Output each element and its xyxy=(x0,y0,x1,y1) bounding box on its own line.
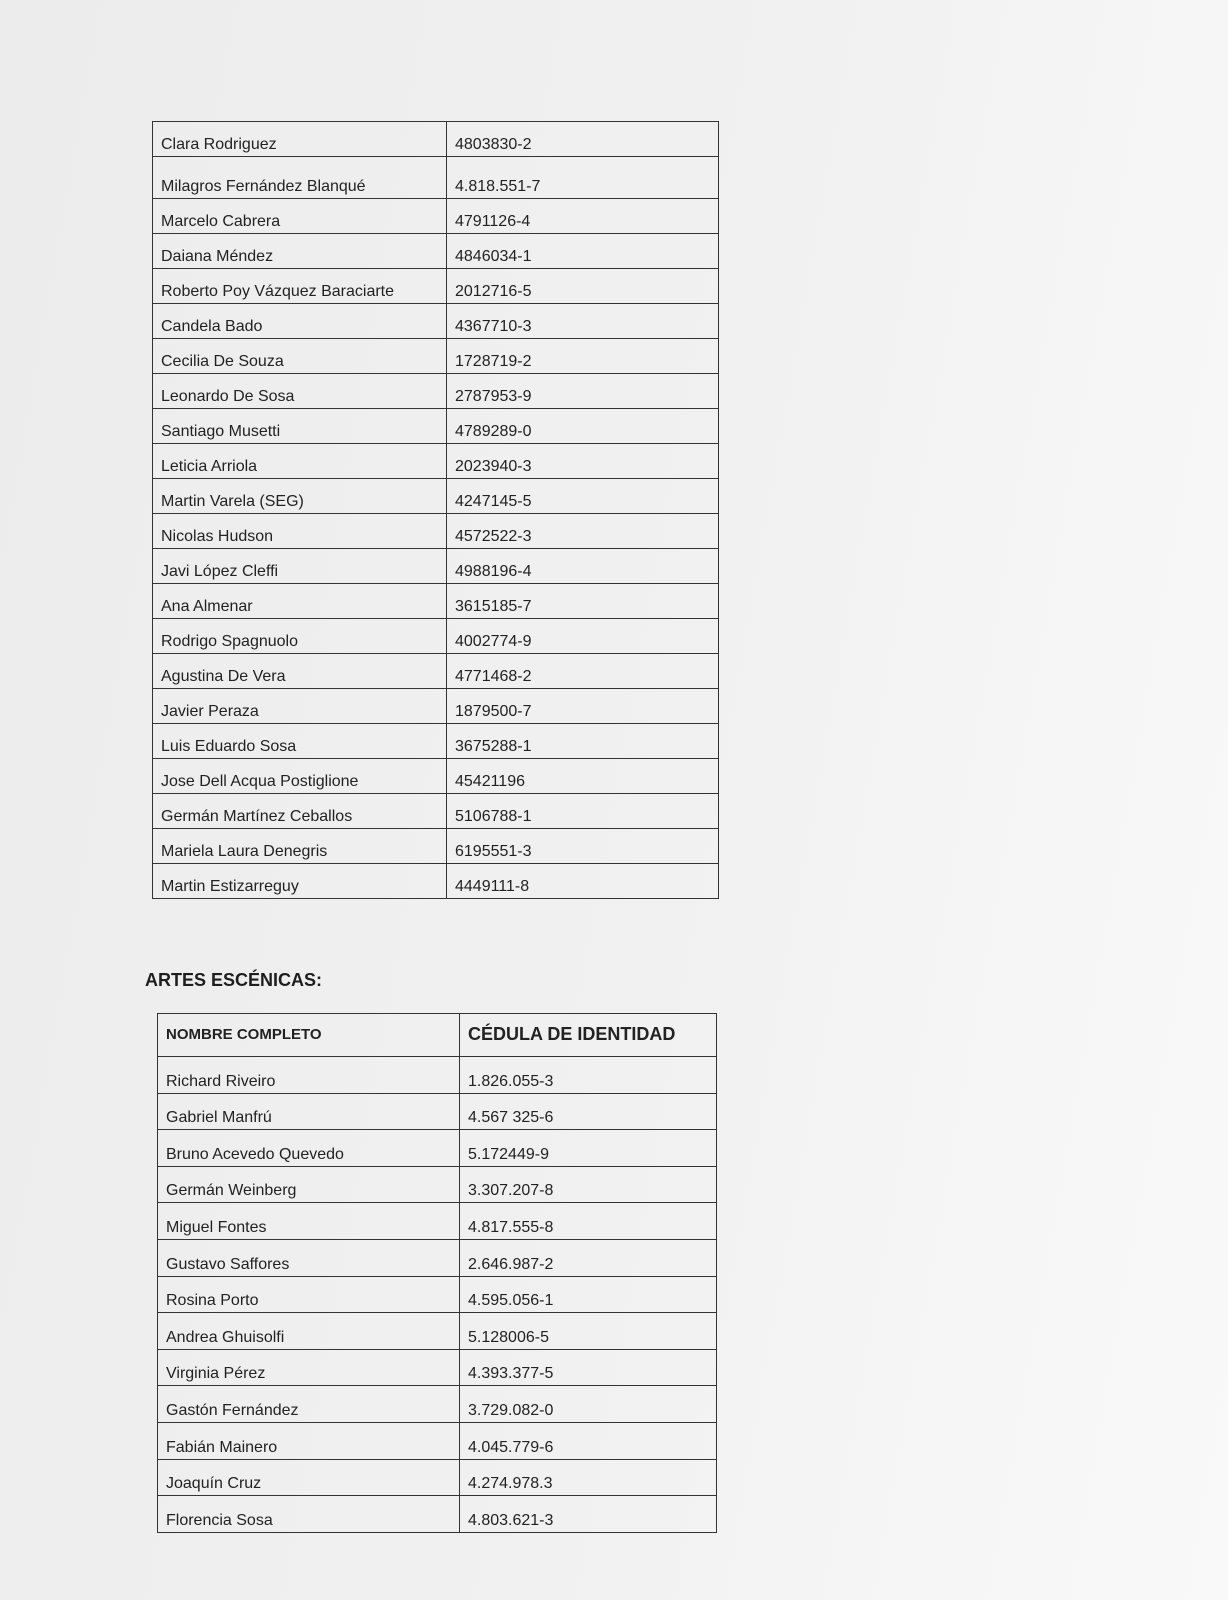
name-cell: Candela Bado xyxy=(153,304,447,339)
name-cell: Martin Estizarreguy xyxy=(153,864,447,899)
table-row xyxy=(158,1386,717,1423)
id-cell: 45421196 xyxy=(447,759,719,794)
id-cell: 2012716-5 xyxy=(447,269,719,304)
column-header-id: CÉDULA DE IDENTIDAD xyxy=(460,1014,717,1057)
name-cell: Milagros Fernández Blanqué xyxy=(153,157,447,199)
section-heading-artes-escenicas: ARTES ESCÉNICAS: xyxy=(145,970,323,990)
name-cell: Miguel Fontes xyxy=(158,1203,460,1240)
table-row xyxy=(158,1459,717,1496)
id-cell: 3.729.082-0 xyxy=(460,1386,717,1423)
name-cell: Ana Almenar xyxy=(153,584,447,619)
table-row xyxy=(158,1239,717,1276)
id-cell: 3.307.207-8 xyxy=(460,1166,717,1203)
name-cell: Leonardo De Sosa xyxy=(153,374,447,409)
name-cell: Agustina De Vera xyxy=(153,654,447,689)
id-cell: 4.274.978.3 xyxy=(460,1459,717,1496)
name-cell: Joaquín Cruz xyxy=(158,1459,460,1496)
name-cell: Leticia Arriola xyxy=(153,444,447,479)
table-row xyxy=(153,724,719,759)
name-cell: Javi López Cleffi xyxy=(153,549,447,584)
name-cell: Rosina Porto xyxy=(158,1276,460,1313)
table-row xyxy=(153,157,719,199)
id-cell: 4.817.555-8 xyxy=(460,1203,717,1240)
table-row xyxy=(153,409,719,444)
id-cell: 5.128006-5 xyxy=(460,1313,717,1350)
table-row xyxy=(158,1313,717,1350)
table-header-row xyxy=(158,1014,717,1057)
id-cell: 4002774-9 xyxy=(447,619,719,654)
name-cell: Florencia Sosa xyxy=(158,1496,460,1533)
name-cell: Luis Eduardo Sosa xyxy=(153,724,447,759)
table-row xyxy=(153,339,719,374)
name-cell: Nicolas Hudson xyxy=(153,514,447,549)
id-cell: 3615185-7 xyxy=(447,584,719,619)
table-row xyxy=(153,864,719,899)
artes-escenicas-table xyxy=(157,1013,717,1533)
table-row xyxy=(158,1093,717,1130)
id-cell: 1.826.055-3 xyxy=(460,1057,717,1094)
name-cell: Andrea Ghuisolfi xyxy=(158,1313,460,1350)
participants-table xyxy=(152,121,719,899)
name-cell: Daiana Méndez xyxy=(153,234,447,269)
table-row xyxy=(153,444,719,479)
id-cell: 4803830-2 xyxy=(447,122,719,157)
id-cell: 2787953-9 xyxy=(447,374,719,409)
name-cell: Clara Rodriguez xyxy=(153,122,447,157)
id-cell: 5.172449-9 xyxy=(460,1130,717,1167)
table-row xyxy=(153,759,719,794)
name-cell: Santiago Musetti xyxy=(153,409,447,444)
table-row xyxy=(153,689,719,724)
table-row xyxy=(158,1349,717,1386)
id-cell: 4988196-4 xyxy=(447,549,719,584)
table-row xyxy=(153,514,719,549)
id-cell: 4.595.056-1 xyxy=(460,1276,717,1313)
id-cell: 4.567 325-6 xyxy=(460,1093,717,1130)
column-header-name: NOMBRE COMPLETO xyxy=(158,1014,460,1057)
table-row xyxy=(153,549,719,584)
name-cell: Gustavo Saffores xyxy=(158,1239,460,1276)
name-cell: Virginia Pérez xyxy=(158,1349,460,1386)
table-row xyxy=(158,1057,717,1094)
id-cell: 6195551-3 xyxy=(447,829,719,864)
table-row xyxy=(158,1203,717,1240)
id-cell: 4449111-8 xyxy=(447,864,719,899)
table-row xyxy=(153,654,719,689)
table-row xyxy=(153,479,719,514)
id-cell: 4247145-5 xyxy=(447,479,719,514)
name-cell: Gabriel Manfrú xyxy=(158,1093,460,1130)
name-cell: Javier Peraza xyxy=(153,689,447,724)
id-cell: 2023940-3 xyxy=(447,444,719,479)
name-cell: Martin Varela (SEG) xyxy=(153,479,447,514)
name-cell: Marcelo Cabrera xyxy=(153,199,447,234)
name-cell: Rodrigo Spagnuolo xyxy=(153,619,447,654)
id-cell: 4367710-3 xyxy=(447,304,719,339)
id-cell: 4791126-4 xyxy=(447,199,719,234)
table-row xyxy=(153,374,719,409)
id-cell: 4.818.551-7 xyxy=(447,157,719,199)
id-cell: 4789289-0 xyxy=(447,409,719,444)
table-row xyxy=(158,1166,717,1203)
id-cell: 5106788-1 xyxy=(447,794,719,829)
table-row xyxy=(153,829,719,864)
id-cell: 4.393.377-5 xyxy=(460,1349,717,1386)
name-cell: Germán Weinberg xyxy=(158,1166,460,1203)
id-cell: 3675288-1 xyxy=(447,724,719,759)
table-row xyxy=(153,269,719,304)
table-row xyxy=(153,234,719,269)
name-cell: Germán Martínez Ceballos xyxy=(153,794,447,829)
id-cell: 2.646.987-2 xyxy=(460,1239,717,1276)
id-cell: 4.045.779-6 xyxy=(460,1422,717,1459)
name-cell: Richard Riveiro xyxy=(158,1057,460,1094)
id-cell: 4.803.621-3 xyxy=(460,1496,717,1533)
table-row xyxy=(153,122,719,157)
name-cell: Fabián Mainero xyxy=(158,1422,460,1459)
id-cell: 1879500-7 xyxy=(447,689,719,724)
table-row xyxy=(153,619,719,654)
id-cell: 4771468-2 xyxy=(447,654,719,689)
name-cell: Roberto Poy Vázquez Baraciarte xyxy=(153,269,447,304)
table-row xyxy=(153,304,719,339)
table-row xyxy=(158,1130,717,1167)
table-row xyxy=(158,1276,717,1313)
id-cell: 4572522-3 xyxy=(447,514,719,549)
name-cell: Bruno Acevedo Quevedo xyxy=(158,1130,460,1167)
name-cell: Jose Dell Acqua Postiglione xyxy=(153,759,447,794)
name-cell: Cecilia De Souza xyxy=(153,339,447,374)
name-cell: Mariela Laura Denegris xyxy=(153,829,447,864)
id-cell: 4846034-1 xyxy=(447,234,719,269)
id-cell: 1728719-2 xyxy=(447,339,719,374)
table-row xyxy=(158,1496,717,1533)
table-row xyxy=(153,199,719,234)
table-row xyxy=(153,794,719,829)
name-cell: Gastón Fernández xyxy=(158,1386,460,1423)
table-row xyxy=(153,584,719,619)
table-row xyxy=(158,1422,717,1459)
